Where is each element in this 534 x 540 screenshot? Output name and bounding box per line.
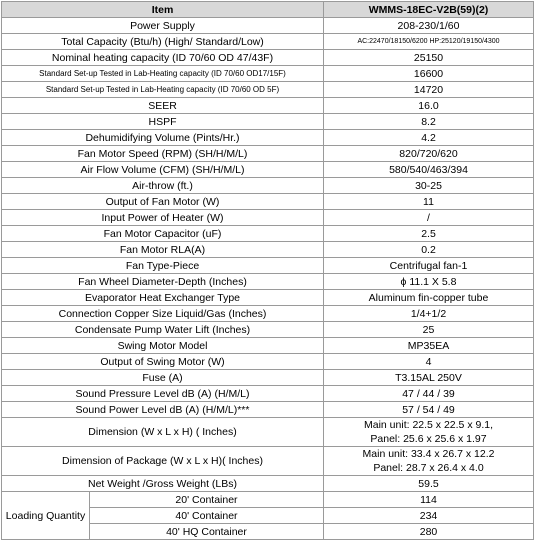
row-label: Fuse (A) — [2, 370, 324, 386]
row-label: Total Capacity (Btu/h) (High/ Standard/Low) — [2, 34, 324, 50]
row-value: 820/720/620 — [324, 146, 534, 162]
row-label: Air-throw (ft.) — [2, 178, 324, 194]
table-row — [2, 114, 534, 130]
row-value: AC:22470/18150/6200 HP:25120/19150/4300 — [324, 34, 534, 50]
weight-value: 59.5 — [324, 476, 534, 492]
row-label: Fan Type-Piece — [2, 258, 324, 274]
table-row — [2, 338, 534, 354]
row-label: Fan Wheel Diameter-Depth (Inches) — [2, 274, 324, 290]
table-row — [2, 50, 534, 66]
container-value: 280 — [324, 524, 534, 540]
table-row — [2, 194, 534, 210]
header-item: Item — [2, 2, 324, 18]
row-value: 25150 — [324, 50, 534, 66]
row-label: Dehumidifying Volume (Pints/Hr.) — [2, 130, 324, 146]
table-row — [2, 354, 534, 370]
table-row — [2, 258, 534, 274]
row-value: 2.5 — [324, 226, 534, 242]
container-label: 20' Container — [90, 492, 324, 508]
table-row — [2, 130, 534, 146]
row-value: 0.2 — [324, 242, 534, 258]
row-value: 57 / 54 / 49 — [324, 402, 534, 418]
header-model: WMMS-18EC-V2B(59)(2) — [324, 2, 534, 18]
package-main: Main unit: 33.4 x 26.7 x 12.2 — [362, 448, 495, 460]
table-row — [2, 66, 534, 82]
row-label: Output of Fan Motor (W) — [2, 194, 324, 210]
table-row — [2, 18, 534, 34]
row-value: 11 — [324, 194, 534, 210]
row-value: Centrifugal fan-1 — [324, 258, 534, 274]
table-row — [2, 210, 534, 226]
table-row — [2, 98, 534, 114]
table-row — [2, 370, 534, 386]
container-label: 40' Container — [90, 508, 324, 524]
row-value: 4 — [324, 354, 534, 370]
table-row — [2, 290, 534, 306]
row-value: 16600 — [324, 66, 534, 82]
row-value: Aluminum fin-copper tube — [324, 290, 534, 306]
table-row — [2, 322, 534, 338]
row-value: 25 — [324, 322, 534, 338]
row-label: Connection Copper Size Liquid/Gas (Inches) — [2, 306, 324, 322]
row-label: Standard Set-up Tested in Lab-Heating capacity (ID 70/60 OD 5F) — [2, 82, 324, 98]
loading-row — [2, 492, 534, 508]
row-label: Nominal heating capacity (ID 70/60 OD 47/43F) — [2, 50, 324, 66]
table-row — [2, 226, 534, 242]
dimension-main: Main unit: 22.5 x 22.5 x 9.1, — [364, 419, 493, 431]
package-row — [2, 447, 534, 476]
row-label: Standard Set-up Tested in Lab-Heating capacity (ID 70/60 OD17/15F) — [2, 66, 324, 82]
row-label: Air Flow Volume (CFM) (SH/H/M/L) — [2, 162, 324, 178]
container-value: 114 — [324, 492, 534, 508]
table-row — [2, 34, 534, 50]
row-value: 208-230/1/60 — [324, 18, 534, 34]
table-row — [2, 162, 534, 178]
weight-row — [2, 476, 534, 492]
row-value: 1/4+1/2 — [324, 306, 534, 322]
row-value: 580/540/463/394 — [324, 162, 534, 178]
row-value: 8.2 — [324, 114, 534, 130]
row-label: Output of Swing Motor (W) — [2, 354, 324, 370]
spec-table — [1, 1, 534, 540]
row-value: MP35EA — [324, 338, 534, 354]
table-row — [2, 386, 534, 402]
container-value: 234 — [324, 508, 534, 524]
table-row — [2, 178, 534, 194]
table-row — [2, 274, 534, 290]
row-label: SEER — [2, 98, 324, 114]
row-label: Fan Motor Speed (RPM) (SH/H/M/L) — [2, 146, 324, 162]
dimension-row — [2, 418, 534, 447]
table-row — [2, 146, 534, 162]
row-label: Swing Motor Model — [2, 338, 324, 354]
row-label: Condensate Pump Water Lift (Inches) — [2, 322, 324, 338]
row-value: 4.2 — [324, 130, 534, 146]
row-value: ϕ 11.1 X 5.8 — [324, 274, 534, 290]
dimension-label: Dimension (W x L x H) ( Inches) — [2, 418, 324, 447]
container-label: 40' HQ Container — [90, 524, 324, 540]
row-value: 16.0 — [324, 98, 534, 114]
row-label: Fan Motor Capacitor (uF) — [2, 226, 324, 242]
row-label: HSPF — [2, 114, 324, 130]
table-row — [2, 82, 534, 98]
dimension-panel: Panel: 25.6 x 25.6 x 1.97 — [370, 433, 487, 445]
row-value: 14720 — [324, 82, 534, 98]
package-panel: Panel: 28.7 x 26.4 x 4.0 — [373, 462, 484, 474]
row-value: 30-25 — [324, 178, 534, 194]
header-row — [2, 2, 534, 18]
table-row — [2, 242, 534, 258]
row-label: Sound Pressure Level dB (A) (H/M/L) — [2, 386, 324, 402]
row-label: Fan Motor RLA(A) — [2, 242, 324, 258]
package-value — [324, 447, 534, 476]
row-value: T3.15AL 250V — [324, 370, 534, 386]
package-label: Dimension of Package (W x L x H)( Inches) — [2, 447, 324, 476]
row-label: Power Supply — [2, 18, 324, 34]
dimension-value — [324, 418, 534, 447]
table-row — [2, 306, 534, 322]
row-label: Sound Power Level dB (A) (H/M/L)*** — [2, 402, 324, 418]
row-value: / — [324, 210, 534, 226]
table-row — [2, 402, 534, 418]
weight-label: Net Weight /Gross Weight (LBs) — [2, 476, 324, 492]
row-label: Evaporator Heat Exchanger Type — [2, 290, 324, 306]
row-value: 47 / 44 / 39 — [324, 386, 534, 402]
row-label: Input Power of Heater (W) — [2, 210, 324, 226]
loading-label: Loading Quantity — [2, 492, 90, 540]
